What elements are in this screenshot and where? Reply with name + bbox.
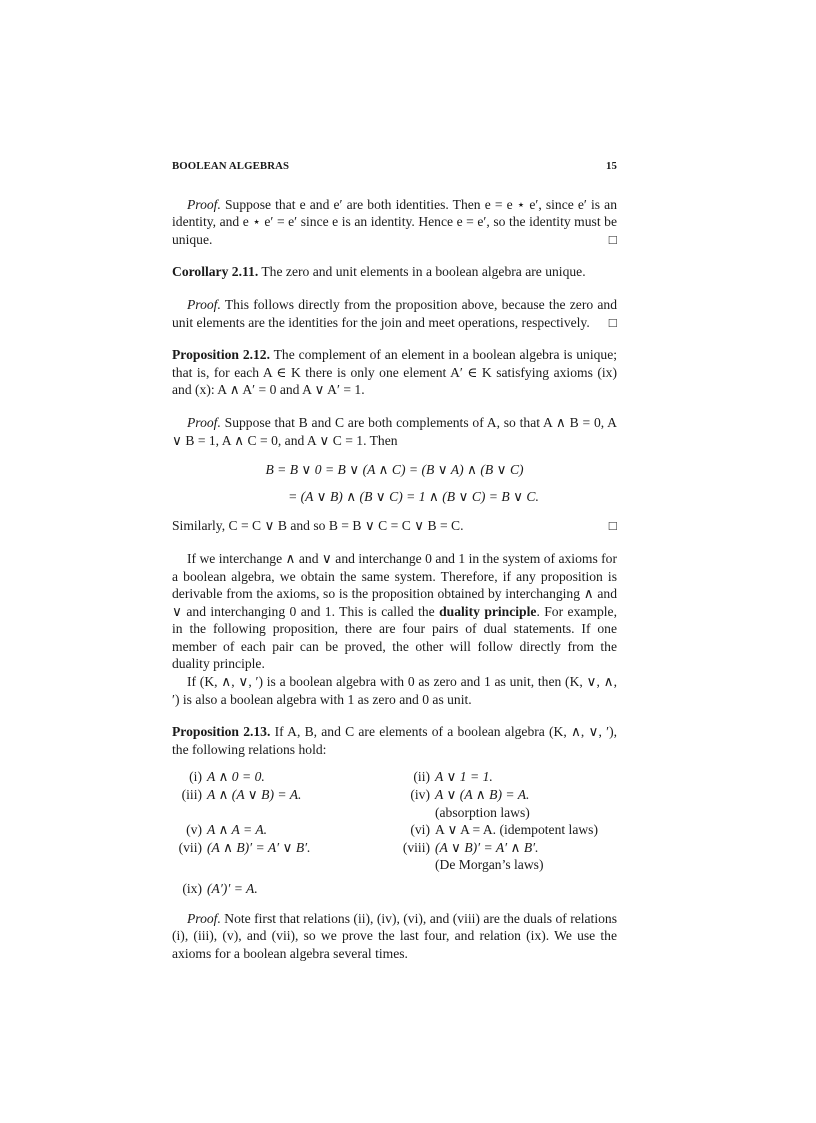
duality-text-a: If we interchange ∧ and ∨ and interchange 0 and 1 in the system of axioms for a boolean algebra, we obtain the same system. Therefore, if any proposition is derivable from the axioms, so is the proposition obtained by interchanging ∧ and ∨ and interchanging 0 and 1. This is called the [172,550,617,619]
running-header [172,158,617,176]
duality-term: duality principle [439,603,537,619]
dual-algebra-paragraph [172,673,617,708]
qed-symbol: □ [608,231,617,247]
relation-v: (v) A ∧ A = A. [186,822,268,838]
duality-paragraph [172,550,617,673]
proposition-2-13 [172,723,617,758]
qed-symbol: □ [608,314,617,330]
proposition-label: Proposition 2.13. [172,724,271,740]
duality-text-b: . For example, in the following proposition, there are four pairs of dual statements. If one member of each pair can be proved, the other will follow directly from the duality principle. [172,603,617,672]
proof-identity-unique [172,196,617,249]
proof-label: Proof. [187,414,221,430]
qed-symbol: □ [608,518,617,534]
relation-vi: (vi) A ∨ A = A. (idempotent laws) [410,822,598,838]
proof-text: This follows directly from the proposition above, because the zero and unit elements are the identities for the join and meet operations, respectively. [172,296,617,330]
proof-complement-unique [172,414,617,449]
absorption-note: (absorption laws) [435,804,530,820]
proposition-text: The complement of an element in a boolean algebra is unique; that is, for each A ∈ K there is only one element A′ ∈ K satisfying axioms (ix) and (x): A ∧ A′ = 0 and A ∨ A′ = 1. [172,347,618,398]
page [172,158,617,962]
proof-proposition-2-13 [172,910,617,963]
relation-i: (i) A ∧ 0 = 0. [189,769,265,785]
proof-text: Note first that relations (ii), (iv), (vi), and (viii) are the duals of relations (i), (iii), (v), and (vii), so we prove the last four, and relation (ix). We use the axioms for a boolean algebra several times. [172,910,617,961]
page-number: 15 [606,160,617,172]
proof-text: Suppose that e and e′ are both identities. Then e = e ⋆ e′, since e′ is an identity, and e ⋆ e′ = e′ since e is an identity. Hence e = e′, so the identity must be unique. [172,196,617,247]
proof-corollary [172,296,617,331]
relation-ix: (ix) (A′)′ = A. [182,881,258,896]
equation-line-2: = (A ∨ B) ∧ (B ∨ C) = 1 ∧ (B ∨ C) = B ∨ C. [288,488,539,504]
conclusion-text: Similarly, C = C ∨ B and so B = B ∨ C = C ∨ B = C. [172,518,464,534]
corollary-2-11 [172,263,617,281]
dual-algebra-text: If (K, ∧, ∨, ′) is a boolean algebra with 0 as zero and 1 as unit, then (K, ∨, ∧, ′) is also a boolean algebra with 1 as zero and 0 as unit. [172,674,617,707]
header-title: BOOLEAN ALGEBRAS [172,160,290,172]
relation-iii: (iii) A ∧ (A ∨ B) = A. [181,787,302,803]
relations-list [172,768,617,897]
relation-ii: (ii) A ∨ 1 = 1. [413,769,493,785]
proposition-label: Proposition 2.12. [172,347,271,363]
proof-label: Proof. [187,910,221,926]
corollary-text: The zero and unit elements in a boolean algebra are unique. [261,264,586,280]
relation-viii: (viii) (A ∨ B)′ = A′ ∧ B′. [402,839,539,855]
relation-iv: (iv) A ∨ (A ∧ B) = A. [410,787,530,803]
proposition-2-12 [172,346,617,399]
corollary-label: Corollary 2.11. [172,264,259,280]
proof-label: Proof. [187,196,221,212]
demorgan-note: (De Morgan’s laws) [435,857,544,873]
proof-text: Suppose that B and C are both complements of A, so that A ∧ B = 0, A ∨ B = 1, A ∧ C = 0, and A ∨ C = 1. Then [172,414,617,448]
relation-vii: (vii) (A ∧ B)′ = A′ ∨ B′. [178,839,311,855]
display-equations [172,461,617,505]
proof-label: Proof. [187,296,221,312]
equation-line-1: B = B ∨ 0 = B ∨ (A ∧ C) = (B ∨ A) ∧ (B ∨ C) [265,462,524,478]
proof-conclusion [172,517,617,535]
proposition-text: If A, B, and C are elements of a boolean algebra (K, ∧, ∨, ′), the following relations hold: [172,724,618,757]
